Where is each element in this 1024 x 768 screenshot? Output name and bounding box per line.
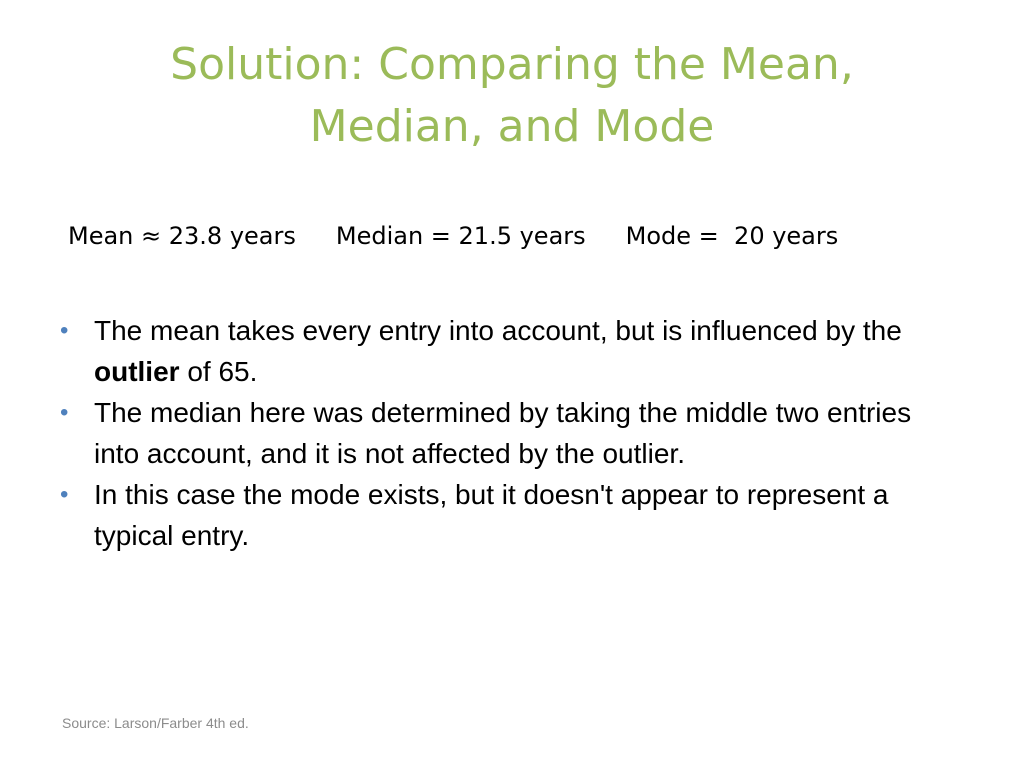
median-value: Median = 21.5 years [335,222,586,250]
bullet-text: In this case the mode exists, but it doesn't appear to represent a typical entry. [94,479,889,551]
slide-title-line-1: Solution: Comparing the Mean, [170,39,854,90]
bullet-icon: • [60,317,69,344]
statistics-summary [68,216,968,256]
bullet-icon: • [60,399,69,426]
slide-title [60,34,964,158]
bullet-list [56,310,956,556]
bullet-text: The median here was determined by taking the middle two entries into account, and it is not affected by the outlier. [94,397,912,469]
bullet-item-mean [56,310,956,392]
bullet-item-mode [56,474,956,556]
mean-value: Mean ≈ 23.8 years [68,222,296,250]
bullet-icon: • [60,481,69,508]
slide-title-line-2: Median, and Mode [309,101,715,152]
bullet-text: The mean takes every entry into account, but is influenced by the [94,315,902,346]
mode-value: Mode = 20 years [625,222,839,250]
bullet-bold-text: outlier [94,356,180,387]
source-citation: Source: Larson/Farber 4th ed. [62,715,249,731]
bullet-item-median [56,392,956,474]
bullet-text: of 65. [179,356,258,387]
